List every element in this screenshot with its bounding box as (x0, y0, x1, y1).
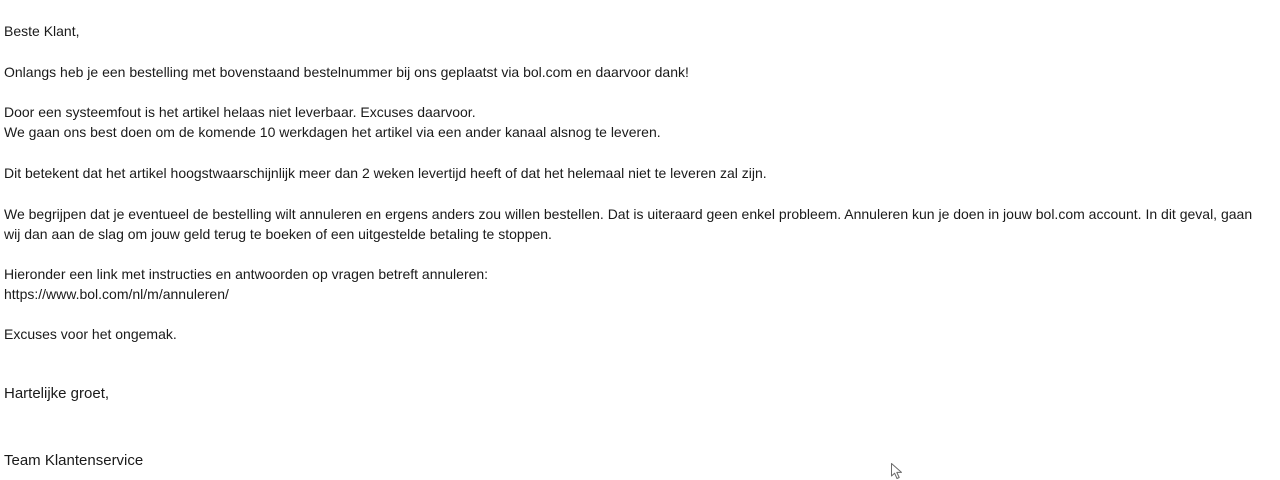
email-cancel-info: We begrijpen dat je eventueel de bestelling wilt annuleren en ergens anders zou willen bestellen. Dat is uiteraard geen enkel probleem. Annuleren kun je doen in jouw bol.com account. In dit geval, gaan wij dan aan de slag om jouw geld terug te boeken of een uitgestelde betaling te stoppen. (4, 206, 1253, 242)
email-link-url[interactable]: https://www.bol.com/nl/m/annuleren/ (4, 286, 229, 302)
email-signature: Team Klantenservice (4, 452, 144, 469)
email-delivery-note: Dit betekent dat het artikel hoogstwaarschijnlijk meer dan 2 weken levertijd heeft of dat het helemaal niet te leveren zal zijn. (4, 165, 767, 181)
mouse-pointer-icon (890, 462, 906, 480)
email-apology: Excuses voor het ongemak. (4, 326, 177, 342)
email-intro: Onlangs heb je een bestelling met bovenstaand bestelnummer bij ons geplaatst via bol.com en daarvoor dank! (4, 64, 689, 80)
email-greeting: Beste Klant, (4, 23, 80, 39)
email-error-line-2: We gaan ons best doen om de komende 10 werkdagen het artikel via een ander kanaal alsnog te leveren. (4, 124, 661, 140)
email-error-line-1: Door een systeemfout is het artikel helaas niet leverbaar. Excuses daarvoor. (4, 104, 476, 120)
email-link-intro: Hieronder een link met instructies en antwoorden op vragen betreft annuleren: (4, 266, 489, 282)
email-closing: Hartelijke groet, (4, 385, 110, 402)
